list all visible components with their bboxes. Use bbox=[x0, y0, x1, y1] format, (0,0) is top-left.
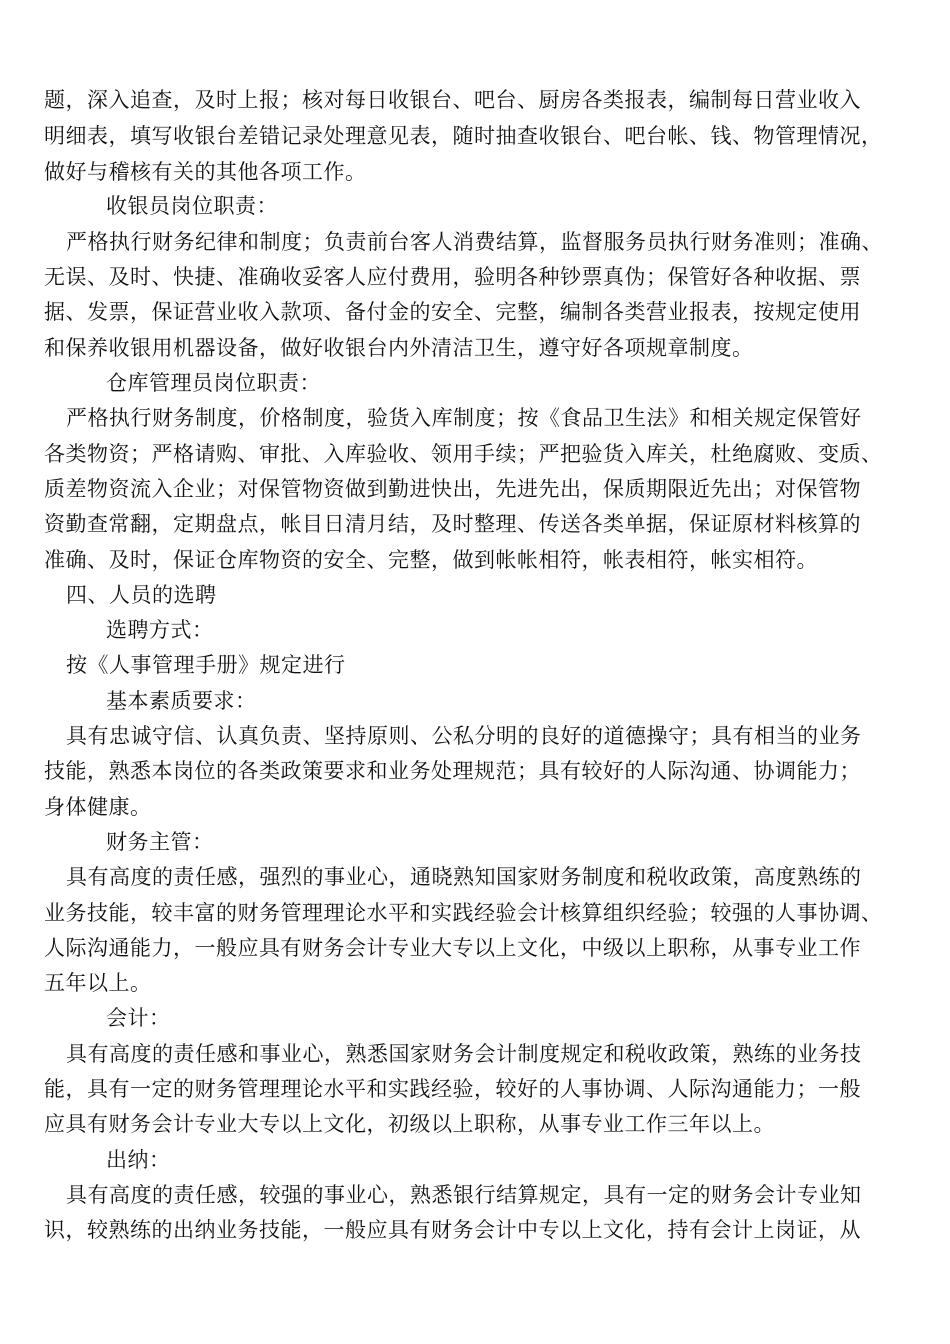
text-line: 具有高度的责任感，较强的事业心，熟悉银行结算规定，具有一定的财务会计专业知 bbox=[66, 1183, 862, 1207]
text-line: 题，深入追查，及时上报；核对每日收银台、吧台、厨房各类报表，编制每日营业收入 bbox=[44, 88, 861, 112]
text-line: 应具有财务会计专业大专以上文化，初级以上职称，从事专业工作三年以上。 bbox=[44, 1112, 775, 1136]
text-line: 业务技能，较丰富的财务管理理论水平和实践经验会计核算组织经验；较强的人事协调、 bbox=[44, 901, 883, 925]
text-line: 识，较熟练的出纳业务技能，一般应具有财务会计中专以上文化，持有会计上岗证，从 bbox=[44, 1218, 861, 1242]
section-heading-cashier-teller: 出纳： bbox=[106, 1148, 171, 1172]
text-line: 各类物资；严格请购、审批、入库验收、领用手续；严把验货入库关，杜绝腐败、变质、 bbox=[44, 442, 883, 466]
section-heading-accountant: 会计： bbox=[106, 1006, 171, 1030]
text-line: 无误、及时、快捷、准确收妥客人应付费用，验明各种钞票真伪；保管好各种收据、票 bbox=[44, 265, 861, 289]
text-line: 身体健康。 bbox=[44, 795, 152, 819]
text-line: 具有高度的责任感和事业心，熟悉国家财务会计制度规定和税收政策，熟练的业务技 bbox=[66, 1042, 862, 1066]
text-line: 做好与稽核有关的其他各项工作。 bbox=[44, 160, 367, 184]
text-line: 人际沟通能力，一般应具有财务会计专业大专以上文化，中级以上职称，从事专业工作 bbox=[44, 936, 861, 960]
text-line: 和保养收银用机器设备，做好收银台内外清洁卫生，遵守好各项规章制度。 bbox=[44, 336, 754, 360]
text-line: 严格执行财务纪律和制度；负责前台客人消费结算，监督服务员执行财务准则；准确、 bbox=[66, 230, 883, 254]
section-heading-warehouse: 仓库管理员岗位职责： bbox=[106, 371, 321, 395]
text-line: 资勤查常翻，定期盘点，帐目日清月结，及时整理、传送各类单据，保证原材料核算的 bbox=[44, 512, 861, 536]
section-title-staff-selection: 四、人员的选聘 bbox=[66, 583, 217, 607]
text-line: 按《人事管理手册》规定进行 bbox=[66, 653, 346, 677]
section-heading-basic-requirements: 基本素质要求： bbox=[106, 689, 257, 713]
text-line: 能，具有一定的财务管理理论水平和实践经验，较好的人事协调、人际沟通能力；一般 bbox=[44, 1077, 861, 1101]
section-heading-finance-supervisor: 财务主管： bbox=[106, 830, 214, 854]
text-line: 具有忠诚守信、认真负责、坚持原则、公私分明的良好的道德操守；具有相当的业务 bbox=[66, 724, 862, 748]
text-line: 技能，熟悉本岗位的各类政策要求和业务处理规范；具有较好的人际沟通、协调能力； bbox=[44, 759, 861, 783]
section-heading-cashier: 收银员岗位职责： bbox=[106, 194, 278, 218]
text-line: 据、发票，保证营业收入款项、备付金的安全、完整，编制各类营业报表，按规定使用 bbox=[44, 300, 861, 324]
text-line: 质差物资流入企业；对保管物资做到勤进快出，先进先出，保质期限近先出；对保管物 bbox=[44, 477, 861, 501]
section-heading-selection-method: 选聘方式： bbox=[106, 618, 214, 642]
text-line: 具有高度的责任感，强烈的事业心，通晓熟知国家财务制度和税收政策，高度熟练的 bbox=[66, 865, 862, 889]
text-line: 严格执行财务制度，价格制度，验货入库制度；按《食品卫生法》和相关规定保管好 bbox=[66, 406, 862, 430]
text-line: 五年以上。 bbox=[44, 971, 152, 995]
text-line: 明细表，填写收银台差错记录处理意见表，随时抽查收银台、吧台帐、钱、物管理情况， bbox=[44, 124, 883, 148]
text-line: 准确、及时，保证仓库物资的安全、完整，做到帐帐相符，帐表相符，帐实相符。 bbox=[44, 548, 818, 572]
